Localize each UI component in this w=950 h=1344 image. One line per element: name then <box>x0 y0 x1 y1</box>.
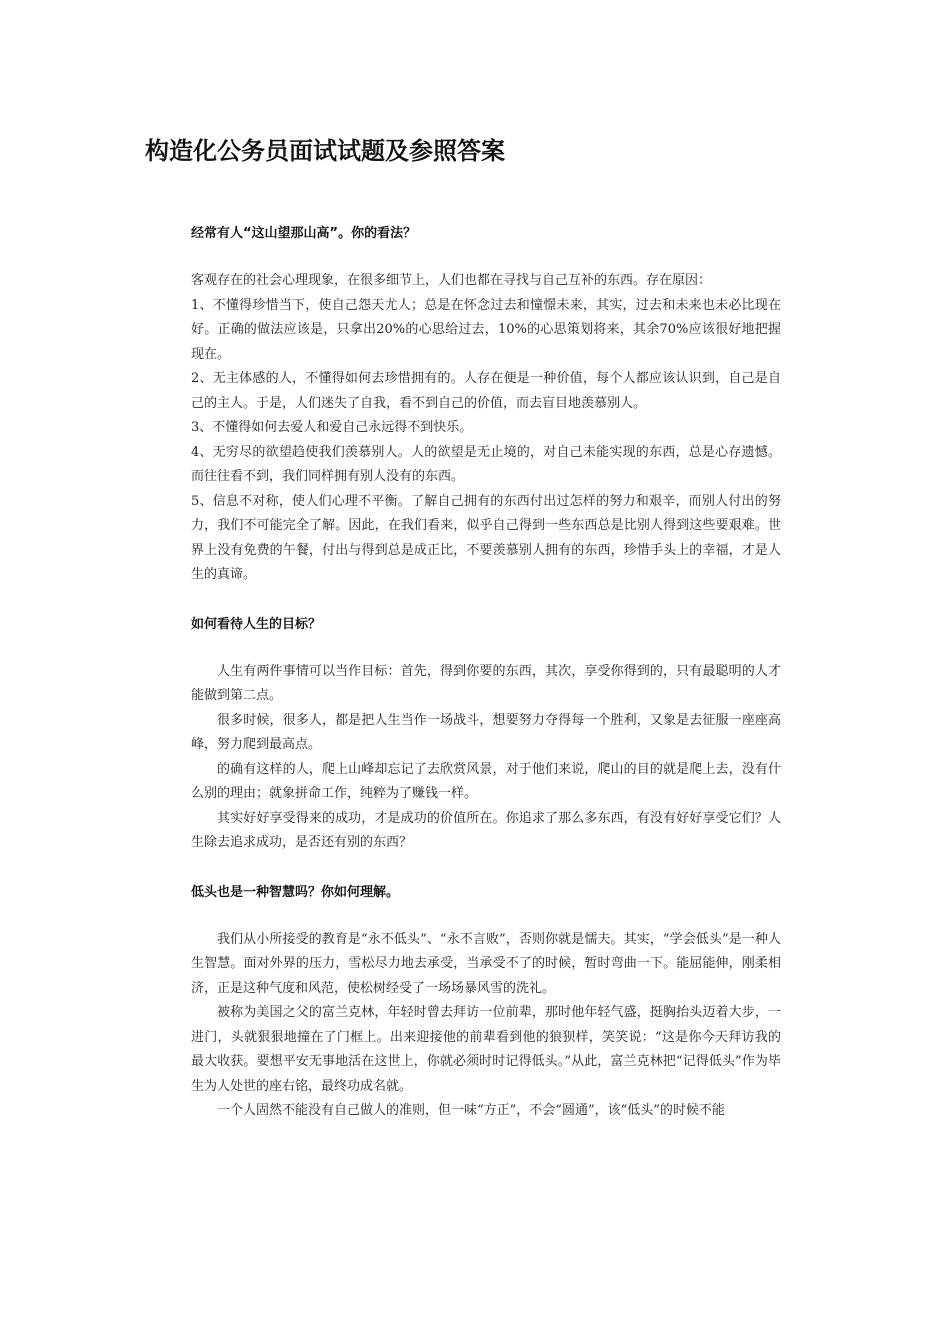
section-question: 经常有人“这山望那山高”。你的看法？ <box>191 226 417 241</box>
paragraph: 客观存在的社会心理现象，在很多细节上，人们也都在寻找与自己互补的东西。存在原因： <box>191 273 712 288</box>
document-body <box>191 222 781 1124</box>
section-question: 如何看待人生的目标？ <box>191 616 322 632</box>
paragraph: 很多时候，很多人，都是把人生当作一场战斗，想要努力夺得每一个胜利，又象是去征服一座座高峰，努力爬到最高点。 <box>191 712 781 752</box>
section-life-goals <box>191 613 781 856</box>
paragraph: 我们从小所接受的教育是“永不低头”、“永不言败”，否则你就是懦夫。其实，“学会低头”是一种人生智慧。面对外界的压力，雪松尽力地去承受，当承受不了的时候，暂时弯曲一下。能屈能伸，刚柔相济，正是这种气度和风范，使松树经受了一场场暴风雪的洗礼。 <box>191 931 781 996</box>
document-title: 构造化公务员面试试题及参照答案 <box>145 137 505 165</box>
paragraph: 其实好好享受得来的成功，才是成功的价值所在。你追求了那么多东西，有没有好好享受它们？人生除去追求成功，是否还有别的东西？ <box>191 810 781 850</box>
paragraph: 3、不懂得如何去爱人和爱自己永远得不到快乐。 <box>191 420 473 435</box>
paragraph: 1、不懂得珍惜当下，使自己怨天尤人；总是在怀念过去和憧憬未来，其实，过去和未来也未必比现在好。正确的做法应该是，只拿出20%的心思给过去，10%的心思策划将来，其余70%应该很好地把握现在。 <box>191 297 781 362</box>
paragraph: 人生有两件事情可以当作目标：首先，得到你要的东西，其次，享受你得到的，只有最聪明的人才能做到第二点。 <box>191 663 781 703</box>
section-question: 低头也是一种智慧吗？你如何理解。 <box>191 884 400 900</box>
section-grass-is-greener <box>191 222 781 588</box>
paragraph: 4、无穷尽的欲望趋使我们羡慕别人。人的欲望是无止境的，对自己未能实现的东西，总是心存遗憾。而往往看不到，我们同样拥有别人没有的东西。 <box>191 444 781 484</box>
section-wisdom-of-bowing <box>191 881 781 1124</box>
paragraph: 的确有这样的人，爬上山峰却忘记了去欣赏风景，对于他们来说，爬山的目的就是爬上去，没有什么别的理由；就象拼命工作，纯粹为了赚钱一样。 <box>191 761 781 801</box>
paragraph: 一个人固然不能没有自己做人的准则，但一味“方正”，不会“圆通”，该“低头”的时候不能 <box>217 1103 725 1118</box>
paragraph: 5、信息不对称，使人们心理不平衡。了解自己拥有的东西付出过怎样的努力和艰辛，而别人付出的努力，我们不可能完全了解。因此，在我们看来，似乎自己得到一些东西总是比别人得到这些要艰难。世界上没有免费的午餐，付出与得到总是成正比，不要羡慕别人拥有的东西，珍惜手头上的幸福，才是人生的真谛。 <box>191 493 781 582</box>
paragraph: 被称为美国之父的富兰克林，年轻时曾去拜访一位前辈，那时他年轻气盛，挺胸抬头迈着大步，一进门，头就狠狠地撞在了门框上。出来迎接他的前辈看到他的狼狈样，笑笑说：“这是你今天拜访我的最大收获。要想平安无事地活在这世上，你就必须时时记得低头。”从此，富兰克林把“记得低头”作为毕生为人处世的座右铭，最终功成名就。 <box>191 1005 781 1094</box>
paragraph: 2、无主体感的人，不懂得如何去珍惜拥有的。人存在便是一种价值，每个人都应该认识到，自己是自己的主人。于是，人们迷失了自我，看不到自己的价值，而去盲目地羡慕别人。 <box>191 371 781 411</box>
